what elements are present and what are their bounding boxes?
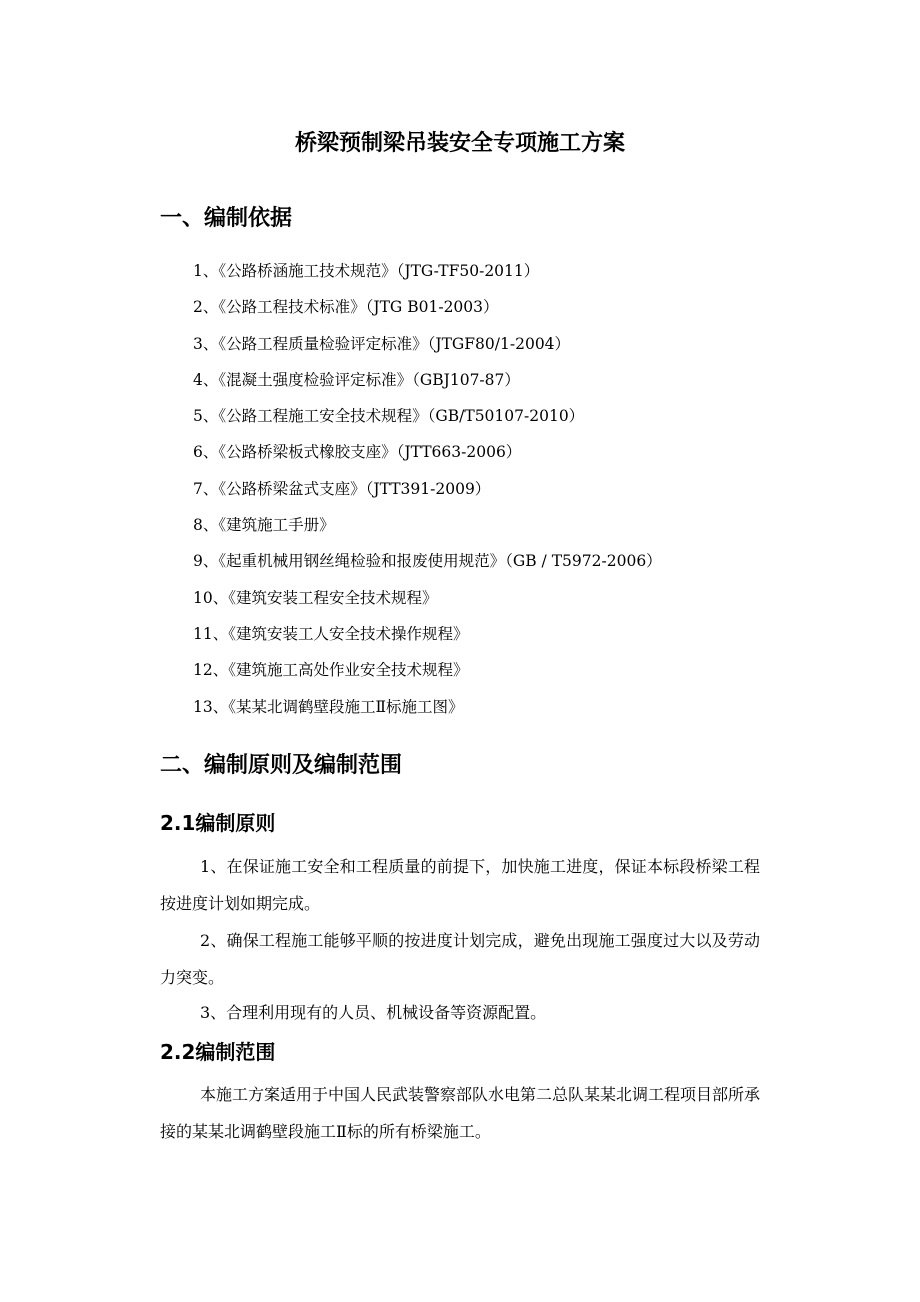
subsection-heading-scope: 2.2编制范围 — [160, 1040, 276, 1064]
reference-item: 5、《公路工程施工安全技术规程》（GB/T50107-2010） — [193, 407, 585, 426]
reference-item: 12、《建筑施工高处作业安全技术规程》 — [193, 661, 469, 680]
reference-item: 13、《某某北调鹤壁段施工Ⅱ标施工图》 — [193, 697, 464, 716]
principle-paragraph: 3、合理利用现有的人员、机械设备等资源配置。 — [200, 1003, 547, 1022]
reference-item: 8、《建筑施工手册》 — [193, 516, 335, 535]
reference-item: 2、《公路工程技术标准》（JTG B01-2003） — [193, 298, 499, 317]
principle-paragraph: 2、确保工程施工能够平顺的按进度计划完成，避免出现施工强度过大以及劳动力突变。 — [160, 931, 760, 987]
reference-list — [193, 257, 662, 729]
scope-paragraph: 本施工方案适用于中国人民武装警察部队水电第二总队某某北调工程项目部所承接的某某北调鹤壁段施工Ⅱ标的所有桥梁施工。 — [160, 1085, 761, 1141]
reference-item: 9、《起重机械用钢丝绳检验和报废使用规范》（GB / T5972-2006） — [193, 552, 662, 571]
section-heading-basis: 一、编制依据 — [160, 206, 293, 231]
section-heading-principles-scope: 二、编制原则及编制范围 — [160, 753, 403, 778]
subsection-heading-principles: 2.1编制原则 — [160, 811, 276, 835]
reference-item: 3、《公路工程质量检验评定标准》（JTGF80/1-2004） — [193, 334, 571, 353]
principle-paragraph: 1、在保证施工安全和工程质量的前提下，加快施工进度，保证本标段桥梁工程按进度计划如期完成。 — [160, 857, 760, 913]
reference-item: 10、《建筑安装工程安全技术规程》 — [193, 588, 438, 607]
reference-item: 7、《公路桥梁盆式支座》（JTT391-2009） — [193, 479, 491, 498]
reference-item: 11、《建筑安装工人安全技术操作规程》 — [193, 624, 469, 643]
reference-item: 1、《公路桥涵施工技术规范》（JTG-TF50-2011） — [193, 262, 540, 280]
reference-item: 6、《公路桥梁板式橡胶支座》（JTT663-2006） — [193, 443, 522, 462]
document-title: 桥梁预制梁吊装安全专项施工方案 — [294, 131, 625, 156]
reference-item: 4、《混凝土强度检验评定标准》（GBJ107-87） — [193, 370, 520, 389]
